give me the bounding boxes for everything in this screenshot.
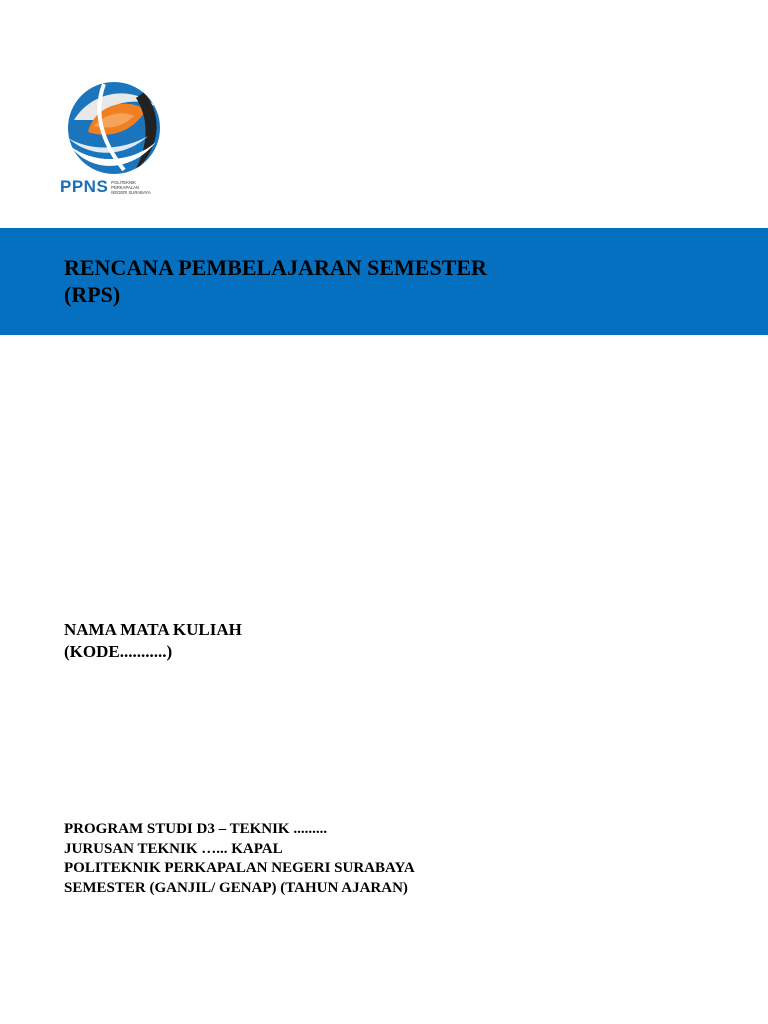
ppns-globe-icon [64, 80, 164, 176]
program-block [64, 820, 415, 898]
course-code: (KODE...........) [64, 642, 173, 661]
program-line: POLITEKNIK PERKAPALAN NEGERI SURABAYA [64, 860, 415, 876]
logo-subtitle-line: POLITEKNIK [111, 179, 136, 185]
program-line: PROGRAM STUDI D3 – TEKNIK ......... [64, 821, 328, 837]
document-title-line: RENCANA PEMBELAJARAN SEMESTER [64, 255, 487, 280]
logo-subtitle-line: PERKAPALAN [111, 184, 139, 190]
course-name: NAMA MATA KULIAH [64, 620, 242, 639]
course-block [64, 619, 242, 663]
ppns-logo [60, 80, 175, 200]
document-title [64, 254, 487, 308]
program-line: JURUSAN TEKNIK …... KAPAL [64, 840, 283, 857]
title-banner [0, 228, 768, 335]
logo-subtitle-line: NEGERI SURABAYA [111, 189, 151, 195]
logo-abbreviation: PPNS [60, 177, 109, 196]
logo-subtitle [111, 180, 150, 195]
document-title-line: (RPS) [64, 282, 121, 307]
program-line: SEMESTER (GANJIL/ GENAP) (TAHUN AJARAN) [64, 879, 408, 896]
